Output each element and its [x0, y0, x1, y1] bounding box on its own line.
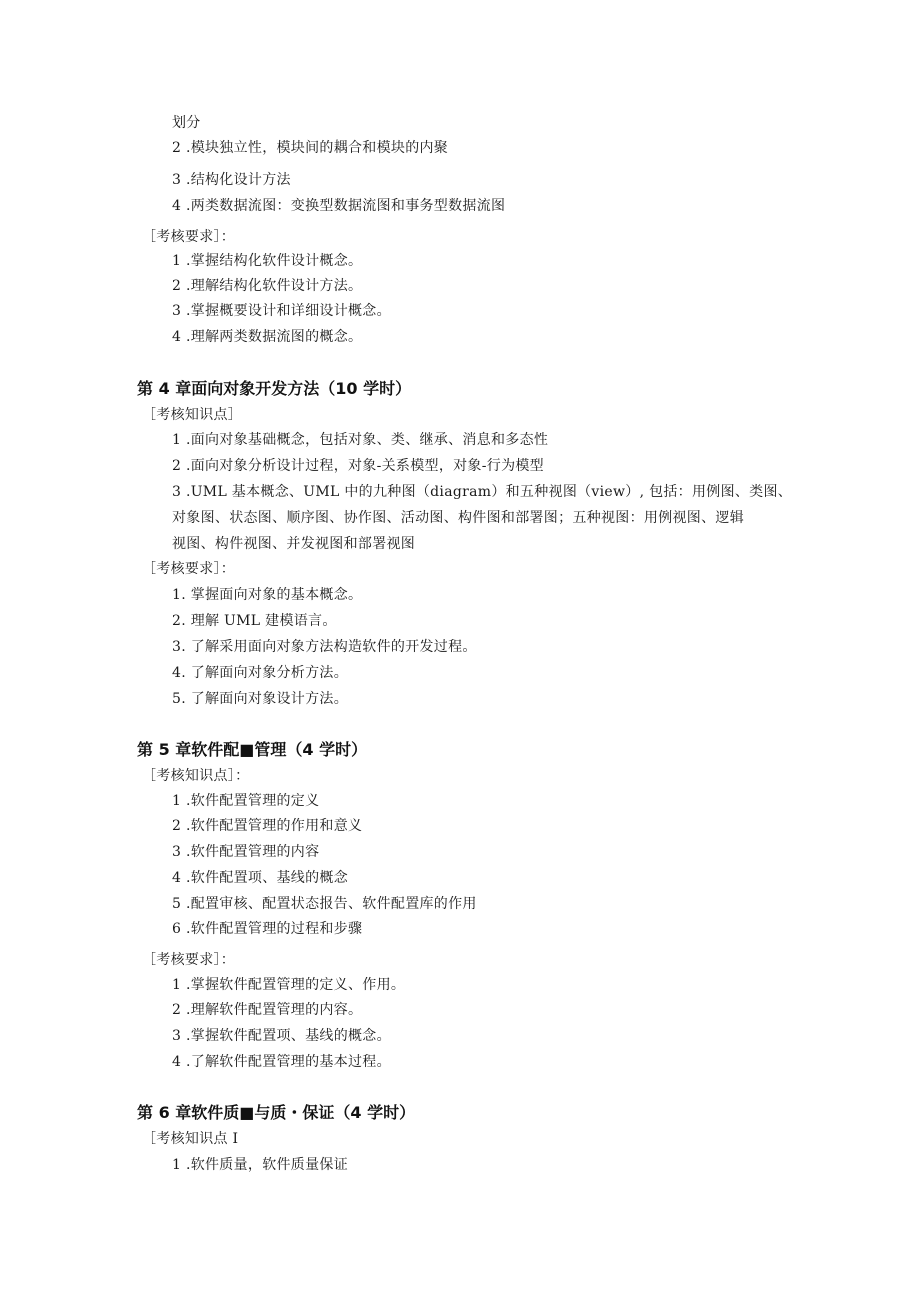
list-item: 4 .软件配置项、基线的概念 [172, 870, 349, 886]
list-item: 3. 了解采用面向对象方法构造软件的开发过程。 [172, 639, 477, 655]
list-item-continuation: 对象图、状态图、顺序图、协作图、活动图、构件图和部署图；五种视图：用例视图、逻辑 [172, 510, 744, 526]
list-item: 5. 了解面向对象设计方法。 [172, 691, 349, 707]
list-item: 2 .软件配置管理的作用和意义 [172, 818, 363, 834]
knowledge-points-label: ［考核知识点 I [142, 1131, 239, 1147]
list-item: 2 .理解结构化软件设计方法。 [172, 278, 363, 294]
list-item: 3 .UML 基本概念、UML 中的九种图（diagram）和五种视图（view）, 包括：用例图、类图、 [172, 484, 793, 500]
list-item: 1. 掌握面向对象的基本概念。 [172, 587, 363, 603]
list-item: 3 .掌握软件配置项、基线的概念。 [172, 1028, 391, 1044]
list-item: 1 .掌握结构化软件设计概念。 [172, 253, 363, 269]
list-item: 3 .结构化设计方法 [172, 172, 291, 188]
list-item: 5 .配置审核、配置状态报告、软件配置库的作用 [172, 896, 477, 912]
knowledge-points-label: ［考核知识点］ [142, 407, 243, 423]
list-item-continuation: 视图、构件视图、并发视图和部署视图 [172, 536, 416, 552]
list-item: 4. 了解面向对象分析方法。 [172, 665, 349, 681]
requirements-label: ［考核要求］： [142, 229, 236, 245]
list-item: 2 .面向对象分析设计过程，对象-关系模型，对象-行为模型 [172, 458, 544, 474]
requirements-label: ［考核要求］： [142, 561, 236, 577]
continuation-text: 划分 [172, 115, 201, 131]
list-item: 1 .软件质量，软件质量保证 [172, 1157, 349, 1173]
chapter-6-title: 第 6 章软件质■与质・保证（4 学时） [137, 1103, 416, 1122]
list-item: 1 .面向对象基础概念，包括对象、类、继承、消息和多态性 [172, 432, 549, 448]
chapter-5-title: 第 5 章软件配■管理（4 学时） [137, 740, 368, 759]
list-item: 1 .软件配置管理的定义 [172, 793, 320, 809]
list-item: 4 .两类数据流图：变换型数据流图和事务型数据流图 [172, 198, 506, 214]
chapter-4-title: 第 4 章面向对象开发方法（10 学时） [137, 379, 412, 398]
list-item: 3 .软件配置管理的内容 [172, 844, 320, 860]
list-item: 3 .掌握概要设计和详细设计概念。 [172, 303, 391, 319]
requirements-label: ［考核要求］： [142, 952, 236, 968]
list-item: 2. 理解 UML 建模语言。 [172, 613, 337, 629]
list-item: 4 .理解两类数据流图的概念。 [172, 329, 363, 345]
list-item: 2 .模块独立性，模块间的耦合和模块的内聚 [172, 140, 449, 156]
knowledge-points-label: ［考核知识点］： [142, 768, 250, 784]
list-item: 6 .软件配置管理的过程和步骤 [172, 921, 363, 937]
list-item: 4 .了解软件配置管理的基本过程。 [172, 1054, 391, 1070]
list-item: 2 .理解软件配置管理的内容。 [172, 1002, 363, 1018]
list-item: 1 .掌握软件配置管理的定义、作用。 [172, 977, 406, 993]
